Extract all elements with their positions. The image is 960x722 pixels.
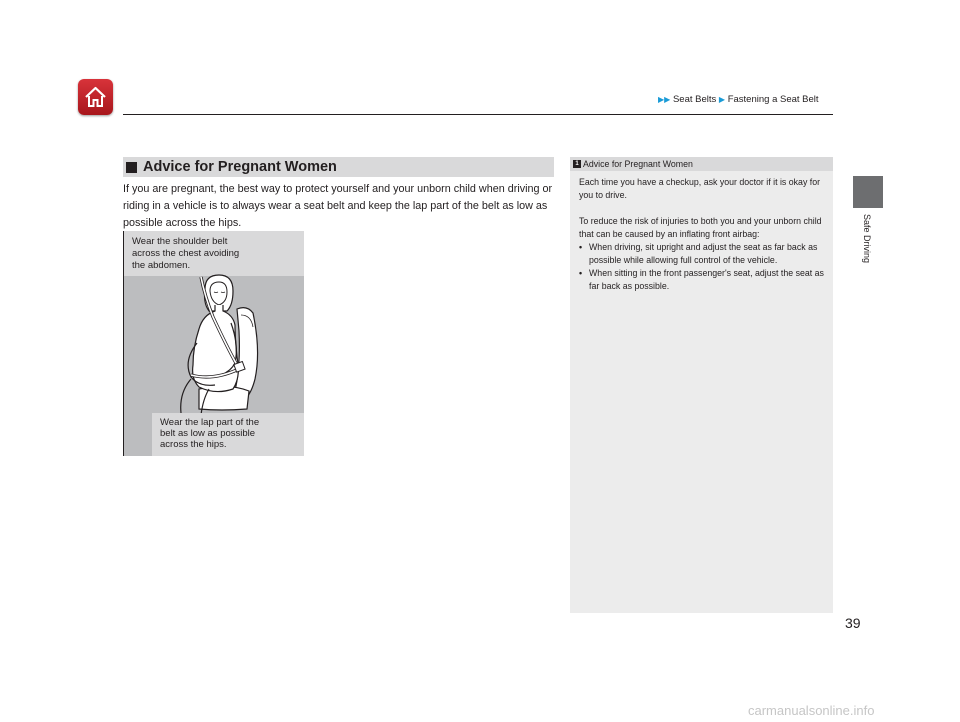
breadcrumb-item-seat-belts[interactable]: Seat Belts — [672, 94, 717, 105]
note-paragraph: Each time you have a checkup, ask your doctor if it is okay for you to drive. — [579, 177, 821, 200]
chapter-label: Safe Driving — [862, 214, 872, 264]
lap-belt-callout-text — [160, 417, 259, 450]
pregnant-seatbelt-figure — [123, 231, 304, 456]
heading-square-icon — [126, 162, 137, 173]
callout-line: across the hips. — [160, 439, 227, 450]
breadcrumb-arrow-icon: ▶ — [718, 95, 726, 104]
pregnant-woman-illustration — [169, 271, 269, 416]
section-title: Advice for Pregnant Women — [143, 159, 337, 175]
callout-line: across the chest avoiding — [132, 248, 240, 259]
note-title: Advice for Pregnant Women — [583, 159, 693, 169]
note-bullet-list — [579, 241, 829, 293]
shoulder-belt-callout-text — [132, 236, 239, 272]
note-paragraph: To reduce the risk of injuries to both you and your unborn child that can be caused by an inflating front airbag: — [579, 216, 822, 239]
sidebar-note — [570, 157, 833, 613]
header-rule — [123, 114, 833, 115]
home-button[interactable] — [78, 79, 113, 115]
note-body — [579, 176, 829, 293]
watermark: carmanualsonline.info — [748, 703, 875, 718]
note-number-icon: 1 — [573, 160, 581, 168]
note-title-bar — [570, 157, 833, 171]
breadcrumb-arrow-icon: ▶▶ — [658, 95, 671, 104]
note-bullet: • When sitting in the front passenger's seat, adjust the seat as far back as possible. — [579, 267, 829, 293]
section-heading — [123, 157, 554, 177]
callout-line: belt as low as possible — [160, 428, 256, 439]
breadcrumb — [658, 94, 819, 105]
callout-line: Wear the lap part of the — [160, 417, 260, 428]
breadcrumb-item-fastening: Fastening a Seat Belt — [727, 94, 819, 105]
callout-line: Wear the shoulder belt — [132, 236, 228, 247]
chapter-tab[interactable] — [853, 176, 883, 208]
callout-line: the abdomen. — [132, 260, 191, 271]
note-bullet: • When driving, sit upright and adjust the seat as far back as possible while allowing full control of the vehicle. — [579, 241, 829, 267]
page-number: 39 — [845, 615, 861, 631]
shoulder-belt-callout — [124, 231, 304, 276]
home-icon — [83, 85, 108, 109]
section-body: If you are pregnant, the best way to protect yourself and your unborn child when driving or riding in a vehicle is to always wear a seat belt and keep the lap part of the belt as low as possible across the hips. — [123, 183, 553, 229]
lap-belt-callout — [152, 413, 304, 456]
